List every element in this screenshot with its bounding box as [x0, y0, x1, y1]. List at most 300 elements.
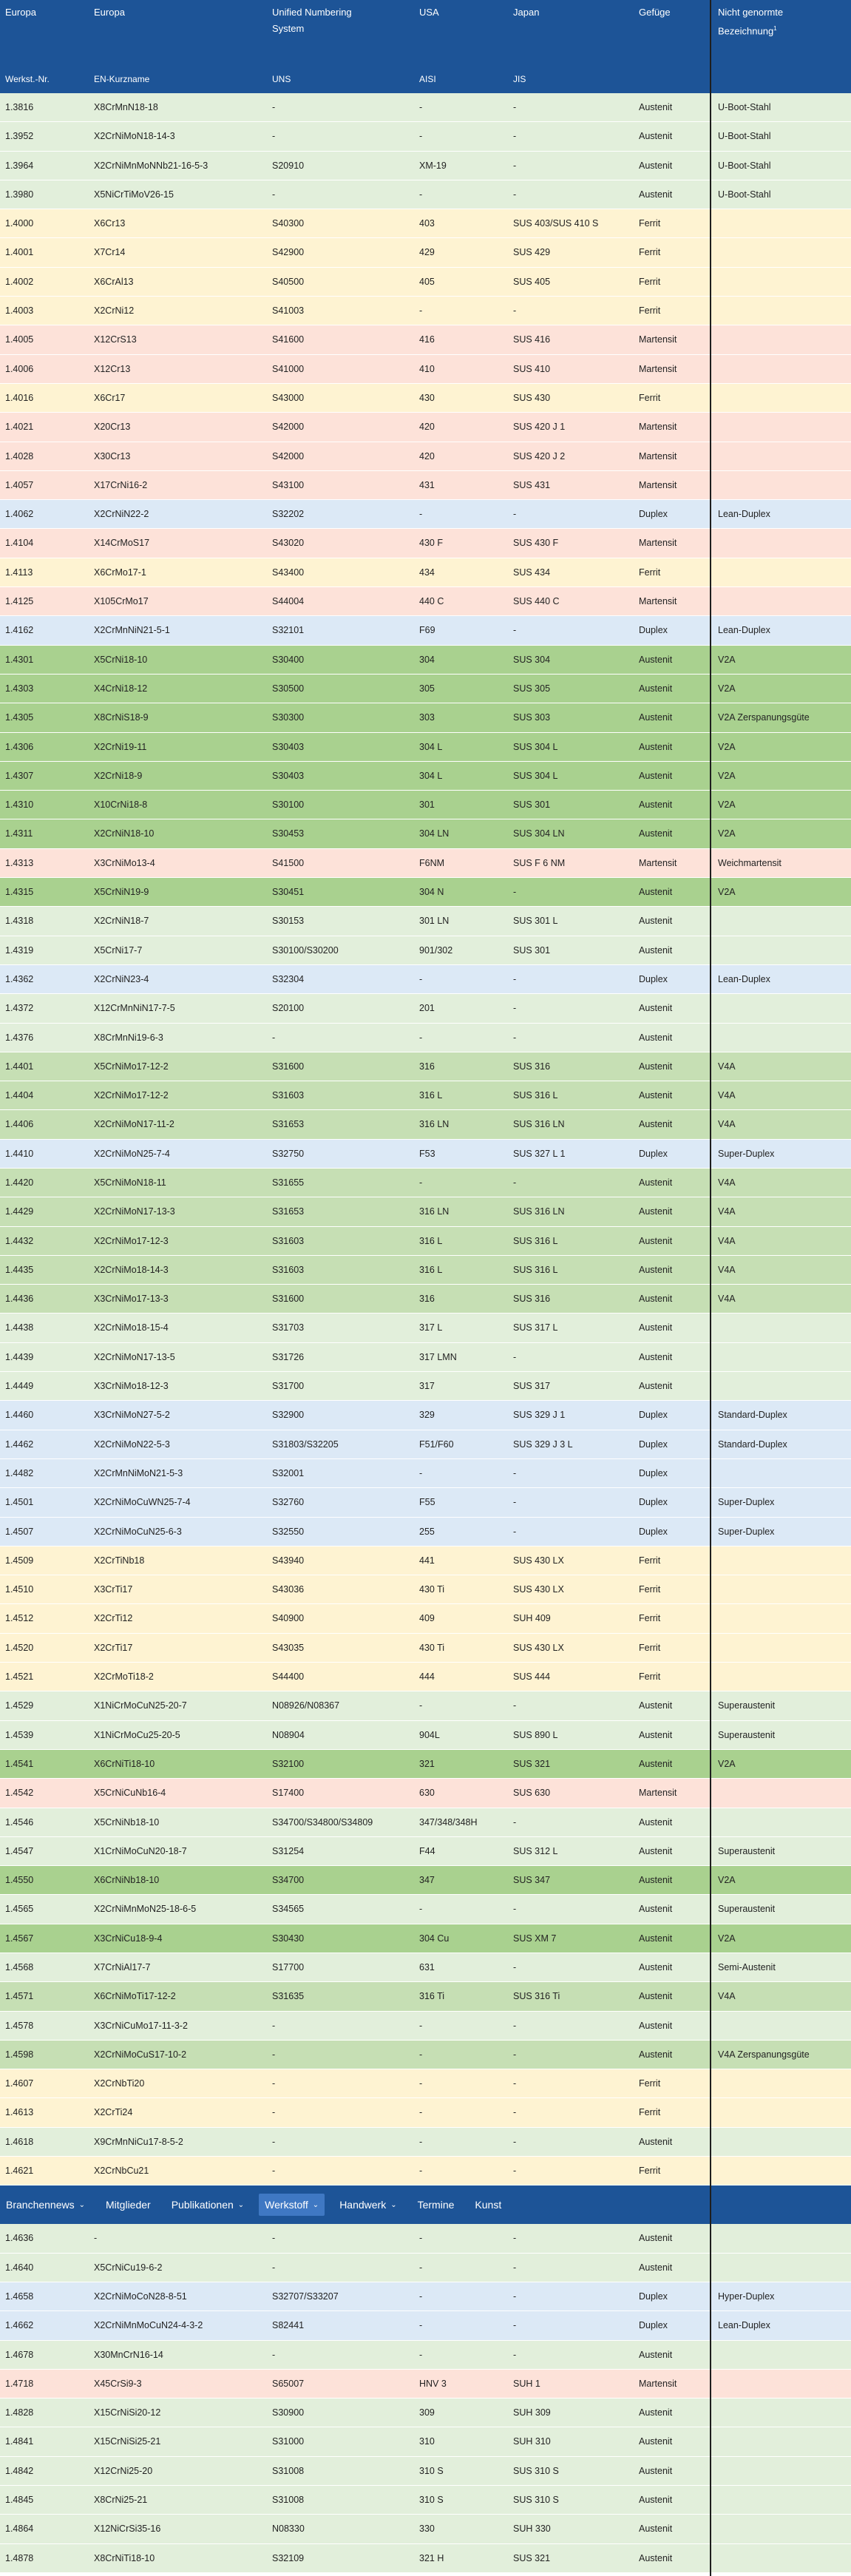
- cell-werkst-nr: 1.4420: [5, 1177, 34, 1188]
- cell-bezeichnung: V2A: [718, 799, 736, 811]
- cell-gefuege: Austenit: [639, 2436, 673, 2447]
- cell-uns: S31600: [272, 1061, 305, 1072]
- cell-werkst-nr: 1.4662: [5, 2320, 34, 2331]
- cell-gefuege: Austenit: [639, 799, 673, 811]
- cell-gefuege: Austenit: [639, 1933, 673, 1944]
- cell-werkst-nr: 1.4640: [5, 2262, 34, 2273]
- cell-werkst-nr: 1.4607: [5, 2078, 34, 2089]
- cell-jis: SUS 303: [513, 712, 551, 723]
- cell-aisi: 434: [419, 567, 435, 578]
- cell-aisi: 321: [419, 1758, 435, 1769]
- cell-aisi: 405: [419, 276, 435, 287]
- cell-uns: S31600: [272, 1294, 305, 1305]
- cell-jis: -: [513, 1467, 517, 1478]
- cell-bezeichnung: Standard-Duplex: [718, 1410, 787, 1421]
- cell-uns: S30500: [272, 683, 305, 694]
- cell-aisi: -: [419, 2233, 423, 2244]
- table-row: [0, 1169, 851, 1197]
- cell-aisi: 430 F: [419, 538, 443, 549]
- cell-jis: -: [513, 1962, 517, 1972]
- cell-werkst-nr: 1.4410: [5, 1148, 34, 1159]
- cell-jis: -: [513, 2049, 517, 2060]
- table-row: [0, 2282, 851, 2311]
- table-row: [0, 1982, 851, 2011]
- cell-uns: S82441: [272, 2320, 305, 2331]
- cell-aisi: 201: [419, 1003, 435, 1014]
- cell-en-kurzname: X2CrNiMoN18-14-3: [94, 131, 175, 142]
- cell-werkst-nr: 1.3980: [5, 189, 34, 200]
- cell-gefuege: Austenit: [639, 1381, 673, 1392]
- cell-gefuege: Austenit: [639, 1700, 673, 1711]
- cell-werkst-nr: 1.4550: [5, 1875, 34, 1886]
- nav-item-termine[interactable]: [412, 2194, 461, 2216]
- cell-gefuege: Martensit: [639, 422, 677, 433]
- cell-werkst-nr: 1.4301: [5, 654, 34, 665]
- cell-gefuege: Duplex: [639, 1410, 668, 1421]
- cell-werkst-nr: 1.4310: [5, 799, 34, 811]
- cell-jis: SUS 301: [513, 799, 551, 811]
- cell-en-kurzname: X3CrNiMo18-12-3: [94, 1381, 169, 1392]
- cell-uns: S32109: [272, 2552, 305, 2563]
- table-row: [0, 907, 851, 936]
- cell-werkst-nr: 1.4507: [5, 1526, 34, 1537]
- cell-aisi: 317: [419, 1381, 435, 1392]
- cell-jis: SUS 420 J 1: [513, 422, 566, 433]
- cell-gefuege: Austenit: [639, 1845, 673, 1856]
- table-row: [0, 587, 851, 616]
- cell-werkst-nr: 1.4003: [5, 305, 34, 317]
- cell-jis: SUS 304: [513, 654, 551, 665]
- table-row: [0, 2370, 851, 2398]
- cell-werkst-nr: 1.4541: [5, 1758, 34, 1769]
- table-row: [0, 965, 851, 994]
- cell-jis: SUS 430 LX: [513, 1642, 564, 1653]
- cell-werkst-nr: 1.4162: [5, 625, 34, 636]
- cell-en-kurzname: X2CrNiMoCuWN25-7-4: [94, 1497, 191, 1508]
- cell-jis: SUS 416: [513, 334, 551, 345]
- cell-jis: SUH 309: [513, 2407, 551, 2418]
- cell-uns: S31653: [272, 1119, 305, 1130]
- cell-aisi: 631: [419, 1962, 435, 1972]
- cell-gefuege: Austenit: [639, 189, 673, 200]
- cell-aisi: 409: [419, 1613, 435, 1624]
- cell-aisi: 255: [419, 1526, 435, 1537]
- cell-gefuege: Austenit: [639, 828, 673, 839]
- nav-item-handwerk[interactable]: [333, 2194, 402, 2216]
- cell-gefuege: Austenit: [639, 2523, 673, 2535]
- table-row: [0, 500, 851, 529]
- cell-en-kurzname: X12CrMnNiN17-7-5: [94, 1003, 175, 1014]
- cell-gefuege: Austenit: [639, 887, 673, 898]
- nav-item-label: Kunst: [475, 2199, 502, 2211]
- cell-uns: S31653: [272, 1206, 305, 1217]
- cell-en-kurzname: X2CrNiMoCuS17-10-2: [94, 2049, 187, 2060]
- cell-uns: S40300: [272, 218, 305, 229]
- cell-aisi: HNV 3: [419, 2378, 447, 2389]
- table-row: [0, 1459, 851, 1488]
- nav-item-werkstoff[interactable]: [259, 2194, 325, 2216]
- table-row: [0, 1953, 851, 1982]
- table-row: [0, 2224, 851, 2253]
- cell-en-kurzname: X1NiCrMoCu25-20-5: [94, 1729, 180, 1740]
- cell-uns: S32304: [272, 973, 305, 984]
- cell-werkst-nr: 1.4439: [5, 1351, 34, 1362]
- table-row: [0, 1372, 851, 1401]
- table-row: [0, 1140, 851, 1169]
- cell-uns: S31726: [272, 1351, 305, 1362]
- table-row: [0, 1866, 851, 1895]
- cell-aisi: 441: [419, 1555, 435, 1566]
- cell-aisi: 430: [419, 392, 435, 403]
- cell-gefuege: Austenit: [639, 2049, 673, 2060]
- cell-gefuege: Austenit: [639, 2495, 673, 2506]
- cell-jis: SUS 329 J 1: [513, 1410, 566, 1421]
- cell-gefuege: Duplex: [639, 625, 668, 636]
- cell-bezeichnung: Hyper-Duplex: [718, 2291, 775, 2302]
- cell-werkst-nr: 1.4318: [5, 916, 34, 927]
- cell-gefuege: Austenit: [639, 1322, 673, 1333]
- cell-jis: SUS 304 L: [513, 741, 558, 752]
- cell-aisi: -: [419, 973, 423, 984]
- cell-en-kurzname: X6CrNiTi18-10: [94, 1758, 155, 1769]
- cell-aisi: 440 C: [419, 596, 444, 607]
- cell-gefuege: Austenit: [639, 1119, 673, 1130]
- cell-jis: SUS 312 L: [513, 1845, 558, 1856]
- footnote-marker[interactable]: 1: [773, 25, 777, 32]
- cell-uns: S31655: [272, 1177, 305, 1188]
- cell-werkst-nr: 1.4435: [5, 1264, 34, 1275]
- cell-aisi: -: [419, 1467, 423, 1478]
- cell-bezeichnung: V2A: [718, 828, 736, 839]
- cell-aisi: 301 LN: [419, 916, 450, 927]
- cell-jis: -: [513, 305, 517, 317]
- table-row: [0, 152, 851, 180]
- cell-bezeichnung: V4A: [718, 1206, 736, 1217]
- table-row: [0, 616, 851, 645]
- nav-item-mitglieder[interactable]: [100, 2194, 157, 2216]
- cell-en-kurzname: X8CrNi25-21: [94, 2495, 148, 2506]
- cell-en-kurzname: X7Cr14: [94, 247, 126, 258]
- cell-jis: SUS 429: [513, 247, 551, 258]
- cell-werkst-nr: 1.4621: [5, 2166, 34, 2177]
- cell-gefuege: Austenit: [639, 712, 673, 723]
- cell-aisi: -: [419, 2291, 423, 2302]
- cell-jis: -: [513, 1497, 517, 1508]
- table-row: [0, 646, 851, 675]
- cell-gefuege: Duplex: [639, 2320, 668, 2331]
- cell-uns: S32101: [272, 625, 305, 636]
- cell-gefuege: Austenit: [639, 1264, 673, 1275]
- cell-werkst-nr: 1.4113: [5, 567, 33, 578]
- cell-jis: -: [513, 2349, 517, 2360]
- table-row: [0, 762, 851, 791]
- cell-uns: -: [272, 2049, 276, 2060]
- cell-jis: SUS 301: [513, 944, 551, 956]
- cell-gefuege: Martensit: [639, 857, 677, 868]
- table-row: [0, 936, 851, 965]
- cell-gefuege: Duplex: [639, 1467, 668, 1478]
- table-row: [0, 2128, 851, 2157]
- cell-werkst-nr: 1.4449: [5, 1381, 34, 1392]
- cell-gefuege: Duplex: [639, 1526, 668, 1537]
- cell-uns: S30400: [272, 654, 305, 665]
- cell-werkst-nr: 1.4319: [5, 944, 34, 956]
- cell-werkst-nr: 1.4401: [5, 1061, 34, 1072]
- cell-werkst-nr: 1.4521: [5, 1671, 34, 1683]
- nav-item-label: Termine: [417, 2199, 455, 2211]
- nav-item-branchennews[interactable]: [0, 2194, 91, 2216]
- cell-werkst-nr: 1.4006: [5, 363, 34, 374]
- cell-uns: S32550: [272, 1526, 305, 1537]
- cell-werkst-nr: 1.4482: [5, 1467, 34, 1478]
- cell-jis: -: [513, 1351, 517, 1362]
- cell-werkst-nr: 1.4000: [5, 218, 34, 229]
- cell-uns: S32900: [272, 1410, 305, 1421]
- table-row: [0, 122, 851, 151]
- cell-werkst-nr: 1.4057: [5, 479, 34, 490]
- table-row: [0, 2311, 851, 2340]
- cell-bezeichnung: Superaustenit: [718, 1904, 776, 1915]
- cell-uns: S34700: [272, 1875, 305, 1886]
- cell-aisi: 303: [419, 712, 435, 723]
- cell-uns: S31254: [272, 1845, 305, 1856]
- cell-jis: SUS 316 L: [513, 1235, 558, 1246]
- cell-aisi: 316 L: [419, 1235, 443, 1246]
- header-europa-1: Europa: [5, 7, 36, 18]
- cell-en-kurzname: X2CrNiMnMoN25-18-6-5: [94, 1904, 197, 1915]
- cell-aisi: 403: [419, 218, 435, 229]
- table-header: [0, 0, 851, 93]
- table-row: [0, 442, 851, 471]
- cell-jis: SUH 1: [513, 2378, 540, 2389]
- cell-aisi: -: [419, 2166, 423, 2177]
- cell-en-kurzname: X2CrNiN22-2: [94, 509, 149, 520]
- cell-aisi: 420: [419, 450, 435, 462]
- cell-uns: S30100/S30200: [272, 944, 339, 956]
- cell-werkst-nr: 1.4542: [5, 1788, 34, 1799]
- table-row: [0, 558, 851, 587]
- cell-uns: S34565: [272, 1904, 305, 1915]
- cell-gefuege: Austenit: [639, 1758, 673, 1769]
- cell-aisi: 904L: [419, 1729, 440, 1740]
- cell-gefuege: Austenit: [639, 2233, 673, 2244]
- table-body-bottom: [0, 2224, 851, 2573]
- table-row: [0, 1110, 851, 1139]
- cell-uns: S43000: [272, 392, 305, 403]
- nav-item-kunst[interactable]: [469, 2194, 507, 2216]
- cell-bezeichnung: V4A: [718, 1235, 736, 1246]
- cell-bezeichnung: V2A: [718, 1875, 736, 1886]
- cell-bezeichnung: Lean-Duplex: [718, 973, 770, 984]
- cell-aisi: -: [419, 2262, 423, 2273]
- cell-gefuege: Ferrit: [639, 2166, 661, 2177]
- cell-gefuege: Duplex: [639, 1497, 668, 1508]
- cell-jis: SUS 430 F: [513, 538, 559, 549]
- table-row: [0, 1808, 851, 1837]
- cell-aisi: -: [419, 2020, 423, 2031]
- cell-werkst-nr: 1.4125: [5, 596, 34, 607]
- cell-uns: S43100: [272, 479, 305, 490]
- cell-aisi: 305: [419, 683, 435, 694]
- cell-gefuege: Austenit: [639, 1962, 673, 1972]
- cell-jis: SUS 317: [513, 1381, 551, 1392]
- cell-jis: -: [513, 1177, 517, 1188]
- cell-en-kurzname: X12CrS13: [94, 334, 137, 345]
- cell-uns: S41000: [272, 363, 305, 374]
- cell-uns: S30403: [272, 741, 305, 752]
- table-row: [0, 2515, 851, 2543]
- cell-aisi: 444: [419, 1671, 435, 1683]
- cell-uns: S17400: [272, 1788, 305, 1799]
- cell-uns: S43400: [272, 567, 305, 578]
- header-usa: USA: [419, 7, 439, 18]
- cell-aisi: 901/302: [419, 944, 453, 956]
- cell-gefuege: Duplex: [639, 509, 668, 520]
- cell-bezeichnung: V4A: [718, 1991, 736, 2002]
- cell-werkst-nr: 1.4842: [5, 2465, 34, 2476]
- nav-item-publikationen[interactable]: [166, 2194, 250, 2216]
- cell-uns: S44400: [272, 1671, 305, 1683]
- cell-en-kurzname: X2CrNiMoN17-13-3: [94, 1206, 175, 1217]
- cell-jis: SUS 420 J 2: [513, 450, 566, 462]
- cell-werkst-nr: 1.4546: [5, 1816, 34, 1828]
- cell-bezeichnung: V4A: [718, 1294, 736, 1305]
- cell-aisi: 310 S: [419, 2495, 444, 2506]
- table-row: [0, 1285, 851, 1314]
- cell-en-kurzname: X2CrTi12: [94, 1613, 133, 1624]
- cell-bezeichnung: V2A: [718, 741, 736, 752]
- cell-jis: SUS 430 LX: [513, 1555, 564, 1566]
- cell-aisi: F53: [419, 1148, 435, 1159]
- cell-aisi: -: [419, 2136, 423, 2147]
- cell-aisi: 431: [419, 479, 435, 490]
- subheader-werkst-nr: Werkst.-Nr.: [5, 74, 50, 84]
- cell-werkst-nr: 1.4520: [5, 1642, 34, 1653]
- table-row: [0, 675, 851, 703]
- cell-en-kurzname: X2CrNi18-9: [94, 770, 143, 781]
- cell-en-kurzname: X10CrNi18-8: [94, 799, 148, 811]
- cell-gefuege: Austenit: [639, 2136, 673, 2147]
- cell-uns: S31703: [272, 1322, 305, 1333]
- table-row: [0, 791, 851, 819]
- cell-aisi: 304 N: [419, 887, 444, 898]
- cell-en-kurzname: X2CrMnNiN21-5-1: [94, 625, 170, 636]
- cell-uns: -: [272, 102, 276, 112]
- cell-en-kurzname: X8CrNiS18-9: [94, 712, 149, 723]
- cell-gefuege: Austenit: [639, 2407, 673, 2418]
- cell-werkst-nr: 1.4678: [5, 2349, 34, 2360]
- cell-jis: SUH 330: [513, 2523, 551, 2535]
- cell-uns: S41003: [272, 305, 305, 317]
- cell-jis: SUS 430: [513, 392, 551, 403]
- cell-aisi: 410: [419, 363, 435, 374]
- table-row: [0, 1197, 851, 1226]
- cell-uns: S32760: [272, 1497, 305, 1508]
- cell-aisi: 416: [419, 334, 435, 345]
- cell-bezeichnung: V2A: [718, 1758, 736, 1769]
- cell-gefuege: Duplex: [639, 1148, 668, 1159]
- cell-uns: -: [272, 1032, 276, 1043]
- cell-bezeichnung: V2A: [718, 1933, 736, 1944]
- cell-en-kurzname: X5CrNi17-7: [94, 944, 143, 956]
- cell-en-kurzname: X3CrNiMo17-13-3: [94, 1294, 169, 1305]
- cell-jis: -: [513, 2320, 517, 2331]
- cell-uns: S30153: [272, 916, 305, 927]
- cell-uns: S31000: [272, 2436, 305, 2447]
- table-row: [0, 1227, 851, 1256]
- cell-werkst-nr: 1.4311: [5, 828, 33, 839]
- cell-uns: S31008: [272, 2495, 305, 2506]
- cell-en-kurzname: X17CrNi16-2: [94, 479, 148, 490]
- cell-gefuege: Austenit: [639, 770, 673, 781]
- cell-jis: SUS XM 7: [513, 1933, 557, 1944]
- cell-werkst-nr: 1.4313: [5, 857, 34, 868]
- table-row: [0, 1721, 851, 1750]
- table-row: [0, 1604, 851, 1633]
- cell-en-kurzname: X2CrNiMoN22-5-3: [94, 1439, 170, 1450]
- cell-uns: -: [272, 189, 276, 200]
- cell-jis: SUS 630: [513, 1788, 551, 1799]
- cell-jis: -: [513, 2107, 517, 2118]
- cell-aisi: 316 L: [419, 1090, 443, 1101]
- cell-jis: -: [513, 1904, 517, 1915]
- chevron-down-icon: ⌄: [390, 2200, 397, 2209]
- cell-aisi: 347/348/348H: [419, 1816, 478, 1828]
- cell-uns: S42000: [272, 422, 305, 433]
- cell-en-kurzname: X2CrNi12: [94, 305, 135, 317]
- cell-gefuege: Austenit: [639, 1061, 673, 1072]
- cell-bezeichnung: V4A: [718, 1119, 736, 1130]
- cell-werkst-nr: 1.4864: [5, 2523, 34, 2535]
- cell-bezeichnung: Superaustenit: [718, 1845, 776, 1856]
- cell-gefuege: Martensit: [639, 2378, 677, 2389]
- cell-jis: -: [513, 1526, 517, 1537]
- table-row: [0, 1081, 851, 1110]
- cell-aisi: 304 L: [419, 741, 443, 752]
- cell-uns: S42900: [272, 247, 305, 258]
- cell-gefuege: Martensit: [639, 538, 677, 549]
- cell-en-kurzname: X3CrNiMo13-4: [94, 857, 155, 868]
- table-row: [0, 2486, 851, 2515]
- cell-gefuege: Martensit: [639, 479, 677, 490]
- cell-en-kurzname: X8CrNiTi18-10: [94, 2552, 155, 2563]
- cell-werkst-nr: 1.4510: [5, 1584, 34, 1595]
- table-row: [0, 2012, 851, 2041]
- cell-gefuege: Ferrit: [639, 276, 661, 287]
- cell-bezeichnung: V4A: [718, 1061, 736, 1072]
- cell-en-kurzname: X2CrNbTi20: [94, 2078, 145, 2089]
- cell-uns: S31603: [272, 1090, 305, 1101]
- nav-item-label: Publikationen: [171, 2199, 234, 2211]
- cell-en-kurzname: X6CrAl13: [94, 276, 134, 287]
- cell-aisi: 316 L: [419, 1264, 443, 1275]
- nav-item-label: Mitglieder: [106, 2199, 151, 2211]
- cell-en-kurzname: X20Cr13: [94, 422, 131, 433]
- cell-uns: S30451: [272, 887, 305, 898]
- cell-uns: S31603: [272, 1264, 305, 1275]
- cell-en-kurzname: X2CrNiMoN17-13-5: [94, 1351, 175, 1362]
- cell-jis: SUS 316: [513, 1294, 551, 1305]
- cell-werkst-nr: 1.4005: [5, 334, 34, 345]
- cell-bezeichnung: V2A: [718, 770, 736, 781]
- cell-aisi: F44: [419, 1845, 435, 1856]
- cell-werkst-nr: 1.4372: [5, 1003, 34, 1014]
- cell-en-kurzname: X2CrNiMoN17-11-2: [94, 1119, 174, 1130]
- cell-gefuege: Ferrit: [639, 2107, 661, 2118]
- cell-uns: N08926/N08367: [272, 1700, 340, 1711]
- cell-uns: S42000: [272, 450, 305, 462]
- cell-werkst-nr: 1.4567: [5, 1933, 34, 1944]
